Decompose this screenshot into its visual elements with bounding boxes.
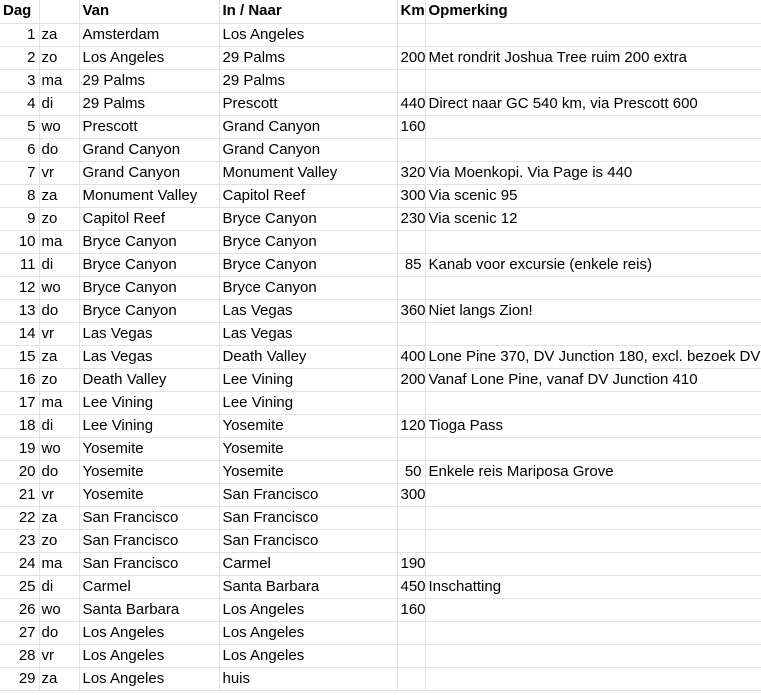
cell-dag[interactable]: 28 [0, 644, 39, 667]
cell-km[interactable]: 160 [397, 598, 425, 621]
cell-weekday[interactable]: do [39, 460, 79, 483]
header-van[interactable]: Van [79, 0, 219, 23]
cell-opmerking[interactable] [425, 667, 761, 690]
cell-dag[interactable]: 17 [0, 391, 39, 414]
cell-van[interactable]: 29 Palms [79, 92, 219, 115]
cell-naar[interactable]: San Francisco [219, 529, 397, 552]
cell-naar[interactable]: 29 Palms [219, 46, 397, 69]
cell-van[interactable]: Carmel [79, 575, 219, 598]
cell-opmerking[interactable]: Tioga Pass [425, 414, 761, 437]
cell-dag[interactable]: 14 [0, 322, 39, 345]
table-row [0, 598, 761, 621]
cell-weekday[interactable]: za [39, 506, 79, 529]
cell-km[interactable]: 230 [397, 207, 425, 230]
cell-km[interactable] [397, 69, 425, 92]
cell-km[interactable]: 190 [397, 552, 425, 575]
cell-opmerking[interactable] [425, 276, 761, 299]
cell-dag[interactable]: 24 [0, 552, 39, 575]
cell-opmerking[interactable] [425, 230, 761, 253]
cell-dag[interactable]: 11 [0, 253, 39, 276]
table-row [0, 391, 761, 414]
cell-opmerking[interactable] [425, 69, 761, 92]
cell-naar[interactable]: Yosemite [219, 460, 397, 483]
cell-naar[interactable]: Lee Vining [219, 391, 397, 414]
cell-opmerking[interactable] [425, 644, 761, 667]
cell-km[interactable]: 300 [397, 184, 425, 207]
cell-van[interactable]: Prescott [79, 115, 219, 138]
table-row [0, 299, 761, 322]
table-row [0, 667, 761, 690]
cell-opmerking[interactable]: Via Moenkopi. Via Page is 440 [425, 161, 761, 184]
cell-km[interactable] [397, 230, 425, 253]
cell-naar[interactable]: Las Vegas [219, 322, 397, 345]
cell-naar[interactable]: Yosemite [219, 437, 397, 460]
cell-naar[interactable]: Santa Barbara [219, 575, 397, 598]
cell-naar[interactable]: Yosemite [219, 414, 397, 437]
cell-van[interactable]: Monument Valley [79, 184, 219, 207]
cell-dag[interactable]: 6 [0, 138, 39, 161]
cell-dag[interactable]: 22 [0, 506, 39, 529]
table-row [0, 161, 761, 184]
cell-opmerking[interactable]: Inschatting [425, 575, 761, 598]
cell-opmerking[interactable] [425, 506, 761, 529]
cell-km[interactable] [397, 529, 425, 552]
cell-km[interactable]: 400 [397, 345, 425, 368]
cell-opmerking[interactable] [425, 138, 761, 161]
cell-weekday[interactable]: ma [39, 552, 79, 575]
table-row [0, 483, 761, 506]
cell-opmerking[interactable]: Niet langs Zion! [425, 299, 761, 322]
cell-naar[interactable]: Carmel [219, 552, 397, 575]
cell-van[interactable]: Yosemite [79, 460, 219, 483]
cell-dag[interactable]: 7 [0, 161, 39, 184]
table-row [0, 115, 761, 138]
cell-weekday[interactable]: za [39, 184, 79, 207]
cell-opmerking[interactable]: Vanaf Lone Pine, vanaf DV Junction 410 [425, 368, 761, 391]
cell-weekday[interactable]: vr [39, 161, 79, 184]
cell-naar[interactable]: Grand Canyon [219, 138, 397, 161]
cell-weekday[interactable]: za [39, 667, 79, 690]
cell-km[interactable] [397, 23, 425, 46]
table-row [0, 621, 761, 644]
cell-km[interactable] [397, 667, 425, 690]
cell-opmerking[interactable] [425, 115, 761, 138]
cell-van[interactable]: Bryce Canyon [79, 253, 219, 276]
cell-naar[interactable]: Monument Valley [219, 161, 397, 184]
cell-weekday[interactable]: ma [39, 69, 79, 92]
cell-naar[interactable]: Los Angeles [219, 644, 397, 667]
cell-van[interactable]: San Francisco [79, 529, 219, 552]
cell-weekday[interactable]: wo [39, 276, 79, 299]
cell-van[interactable]: Lee Vining [79, 391, 219, 414]
cell-naar[interactable]: Bryce Canyon [219, 276, 397, 299]
cell-weekday[interactable]: za [39, 23, 79, 46]
cell-naar[interactable]: Los Angeles [219, 598, 397, 621]
cell-weekday[interactable]: ma [39, 391, 79, 414]
cell-weekday[interactable]: wo [39, 115, 79, 138]
header-weekday[interactable] [39, 0, 79, 23]
cell-weekday[interactable]: do [39, 621, 79, 644]
cell-van[interactable]: Death Valley [79, 368, 219, 391]
cell-dag[interactable]: 16 [0, 368, 39, 391]
table-row [0, 184, 761, 207]
cell-km[interactable] [397, 621, 425, 644]
cell-km[interactable] [397, 391, 425, 414]
cell-weekday[interactable]: do [39, 299, 79, 322]
cell-opmerking[interactable]: Met rondrit Joshua Tree ruim 200 extra [425, 46, 761, 69]
cell-opmerking[interactable] [425, 483, 761, 506]
table-row [0, 276, 761, 299]
cell-weekday[interactable]: di [39, 253, 79, 276]
cell-dag[interactable]: 29 [0, 667, 39, 690]
cell-opmerking[interactable] [425, 322, 761, 345]
cell-naar[interactable]: Bryce Canyon [219, 230, 397, 253]
table-row [0, 437, 761, 460]
cell-opmerking[interactable] [425, 552, 761, 575]
cell-naar[interactable]: San Francisco [219, 506, 397, 529]
cell-van[interactable]: Bryce Canyon [79, 230, 219, 253]
cell-weekday[interactable]: zo [39, 207, 79, 230]
cell-naar[interactable]: Capitol Reef [219, 184, 397, 207]
cell-van[interactable]: Las Vegas [79, 345, 219, 368]
cell-dag[interactable]: 21 [0, 483, 39, 506]
cell-naar[interactable]: Death Valley [219, 345, 397, 368]
cell-opmerking[interactable] [425, 23, 761, 46]
cell-naar[interactable]: San Francisco [219, 483, 397, 506]
table-row [0, 92, 761, 115]
cell-naar[interactable]: Los Angeles [219, 23, 397, 46]
cell-van[interactable]: Yosemite [79, 437, 219, 460]
cell-dag[interactable]: 26 [0, 598, 39, 621]
cell-weekday[interactable]: ma [39, 230, 79, 253]
cell-van[interactable]: Los Angeles [79, 621, 219, 644]
cell-dag[interactable]: 25 [0, 575, 39, 598]
cell-van[interactable]: Yosemite [79, 483, 219, 506]
cell-dag[interactable]: 1 [0, 23, 39, 46]
cell-weekday[interactable]: vr [39, 483, 79, 506]
cell-dag[interactable]: 23 [0, 529, 39, 552]
cell-van[interactable]: Grand Canyon [79, 161, 219, 184]
cell-van[interactable]: Santa Barbara [79, 598, 219, 621]
cell-opmerking[interactable]: Enkele reis Mariposa Grove [425, 460, 761, 483]
cell-opmerking[interactable]: Lone Pine 370, DV Junction 180, excl. bezoek DV [425, 345, 761, 368]
cell-dag[interactable]: 27 [0, 621, 39, 644]
table-row [0, 138, 761, 161]
cell-van[interactable]: Grand Canyon [79, 138, 219, 161]
cell-km[interactable] [397, 437, 425, 460]
cell-dag[interactable]: 2 [0, 46, 39, 69]
cell-km[interactable] [397, 276, 425, 299]
cell-km[interactable]: 85 [397, 253, 425, 276]
cell-opmerking[interactable]: Via scenic 12 [425, 207, 761, 230]
table-row [0, 345, 761, 368]
cell-naar[interactable]: Prescott [219, 92, 397, 115]
cell-dag[interactable]: 12 [0, 276, 39, 299]
cell-km[interactable] [397, 506, 425, 529]
cell-km[interactable]: 120 [397, 414, 425, 437]
cell-km[interactable] [397, 138, 425, 161]
cell-dag[interactable]: 13 [0, 299, 39, 322]
table-row [0, 460, 761, 483]
cell-opmerking[interactable] [425, 529, 761, 552]
cell-naar[interactable]: Lee Vining [219, 368, 397, 391]
cell-van[interactable]: Amsterdam [79, 23, 219, 46]
cell-km[interactable] [397, 322, 425, 345]
table-row [0, 644, 761, 667]
cell-dag[interactable]: 15 [0, 345, 39, 368]
cell-dag[interactable]: 3 [0, 69, 39, 92]
cell-opmerking[interactable]: Via scenic 95 [425, 184, 761, 207]
cell-dag[interactable]: 8 [0, 184, 39, 207]
header-dag[interactable]: Dag [0, 0, 39, 23]
cell-dag[interactable]: 4 [0, 92, 39, 115]
cell-opmerking[interactable] [425, 391, 761, 414]
cell-km[interactable]: 320 [397, 161, 425, 184]
cell-dag[interactable]: 5 [0, 115, 39, 138]
table-row [0, 414, 761, 437]
table-row [0, 552, 761, 575]
cell-naar[interactable]: 29 Palms [219, 69, 397, 92]
cell-km[interactable]: 200 [397, 368, 425, 391]
cell-km[interactable]: 50 [397, 460, 425, 483]
header-naar[interactable]: In / Naar [219, 0, 397, 23]
table-row [0, 368, 761, 391]
cell-km[interactable]: 440 [397, 92, 425, 115]
cell-naar[interactable]: huis [219, 667, 397, 690]
cell-naar[interactable]: Grand Canyon [219, 115, 397, 138]
cell-naar[interactable]: Los Angeles [219, 621, 397, 644]
table-row [0, 207, 761, 230]
table-row [0, 575, 761, 598]
header-opmerking[interactable]: Opmerking [425, 0, 761, 23]
table-row [0, 322, 761, 345]
cell-weekday[interactable]: zo [39, 46, 79, 69]
cell-km[interactable] [397, 644, 425, 667]
cell-dag[interactable]: 10 [0, 230, 39, 253]
table-row [0, 506, 761, 529]
cell-weekday[interactable]: vr [39, 322, 79, 345]
cell-van[interactable]: San Francisco [79, 506, 219, 529]
cell-van[interactable]: Las Vegas [79, 322, 219, 345]
cell-dag[interactable]: 18 [0, 414, 39, 437]
cell-van[interactable]: Los Angeles [79, 667, 219, 690]
table-row [0, 253, 761, 276]
table-row [0, 230, 761, 253]
cell-van[interactable]: Capitol Reef [79, 207, 219, 230]
cell-van[interactable]: San Francisco [79, 552, 219, 575]
cell-van[interactable]: Bryce Canyon [79, 276, 219, 299]
cell-opmerking[interactable] [425, 621, 761, 644]
table-row [0, 69, 761, 92]
cell-dag[interactable]: 19 [0, 437, 39, 460]
cell-weekday[interactable]: zo [39, 529, 79, 552]
cell-opmerking[interactable]: Direct naar GC 540 km, via Prescott 600 [425, 92, 761, 115]
cell-km[interactable]: 450 [397, 575, 425, 598]
cell-km[interactable]: 200 [397, 46, 425, 69]
header-row [0, 0, 761, 23]
cell-km[interactable]: 160 [397, 115, 425, 138]
cell-dag[interactable]: 9 [0, 207, 39, 230]
cell-weekday[interactable]: di [39, 414, 79, 437]
cell-opmerking[interactable] [425, 437, 761, 460]
cell-naar[interactable]: Bryce Canyon [219, 253, 397, 276]
cell-van[interactable]: Lee Vining [79, 414, 219, 437]
cell-naar[interactable]: Bryce Canyon [219, 207, 397, 230]
cell-van[interactable]: Bryce Canyon [79, 299, 219, 322]
cell-weekday[interactable]: zo [39, 368, 79, 391]
table-row [0, 23, 761, 46]
table-body [0, 23, 761, 690]
cell-km[interactable]: 300 [397, 483, 425, 506]
cell-dag[interactable]: 20 [0, 460, 39, 483]
cell-van[interactable]: 29 Palms [79, 69, 219, 92]
table-row [0, 529, 761, 552]
cell-opmerking[interactable]: Kanab voor excursie (enkele reis) [425, 253, 761, 276]
cell-van[interactable]: Los Angeles [79, 644, 219, 667]
cell-opmerking[interactable] [425, 598, 761, 621]
header-km[interactable]: Km [397, 0, 425, 23]
table-row [0, 46, 761, 69]
cell-weekday[interactable]: wo [39, 437, 79, 460]
cell-weekday[interactable]: do [39, 138, 79, 161]
cell-weekday[interactable]: wo [39, 598, 79, 621]
cell-weekday[interactable]: di [39, 575, 79, 598]
cell-weekday[interactable]: vr [39, 644, 79, 667]
cell-naar[interactable]: Las Vegas [219, 299, 397, 322]
cell-weekday[interactable]: za [39, 345, 79, 368]
cell-van[interactable]: Los Angeles [79, 46, 219, 69]
cell-km[interactable]: 360 [397, 299, 425, 322]
cell-weekday[interactable]: di [39, 92, 79, 115]
